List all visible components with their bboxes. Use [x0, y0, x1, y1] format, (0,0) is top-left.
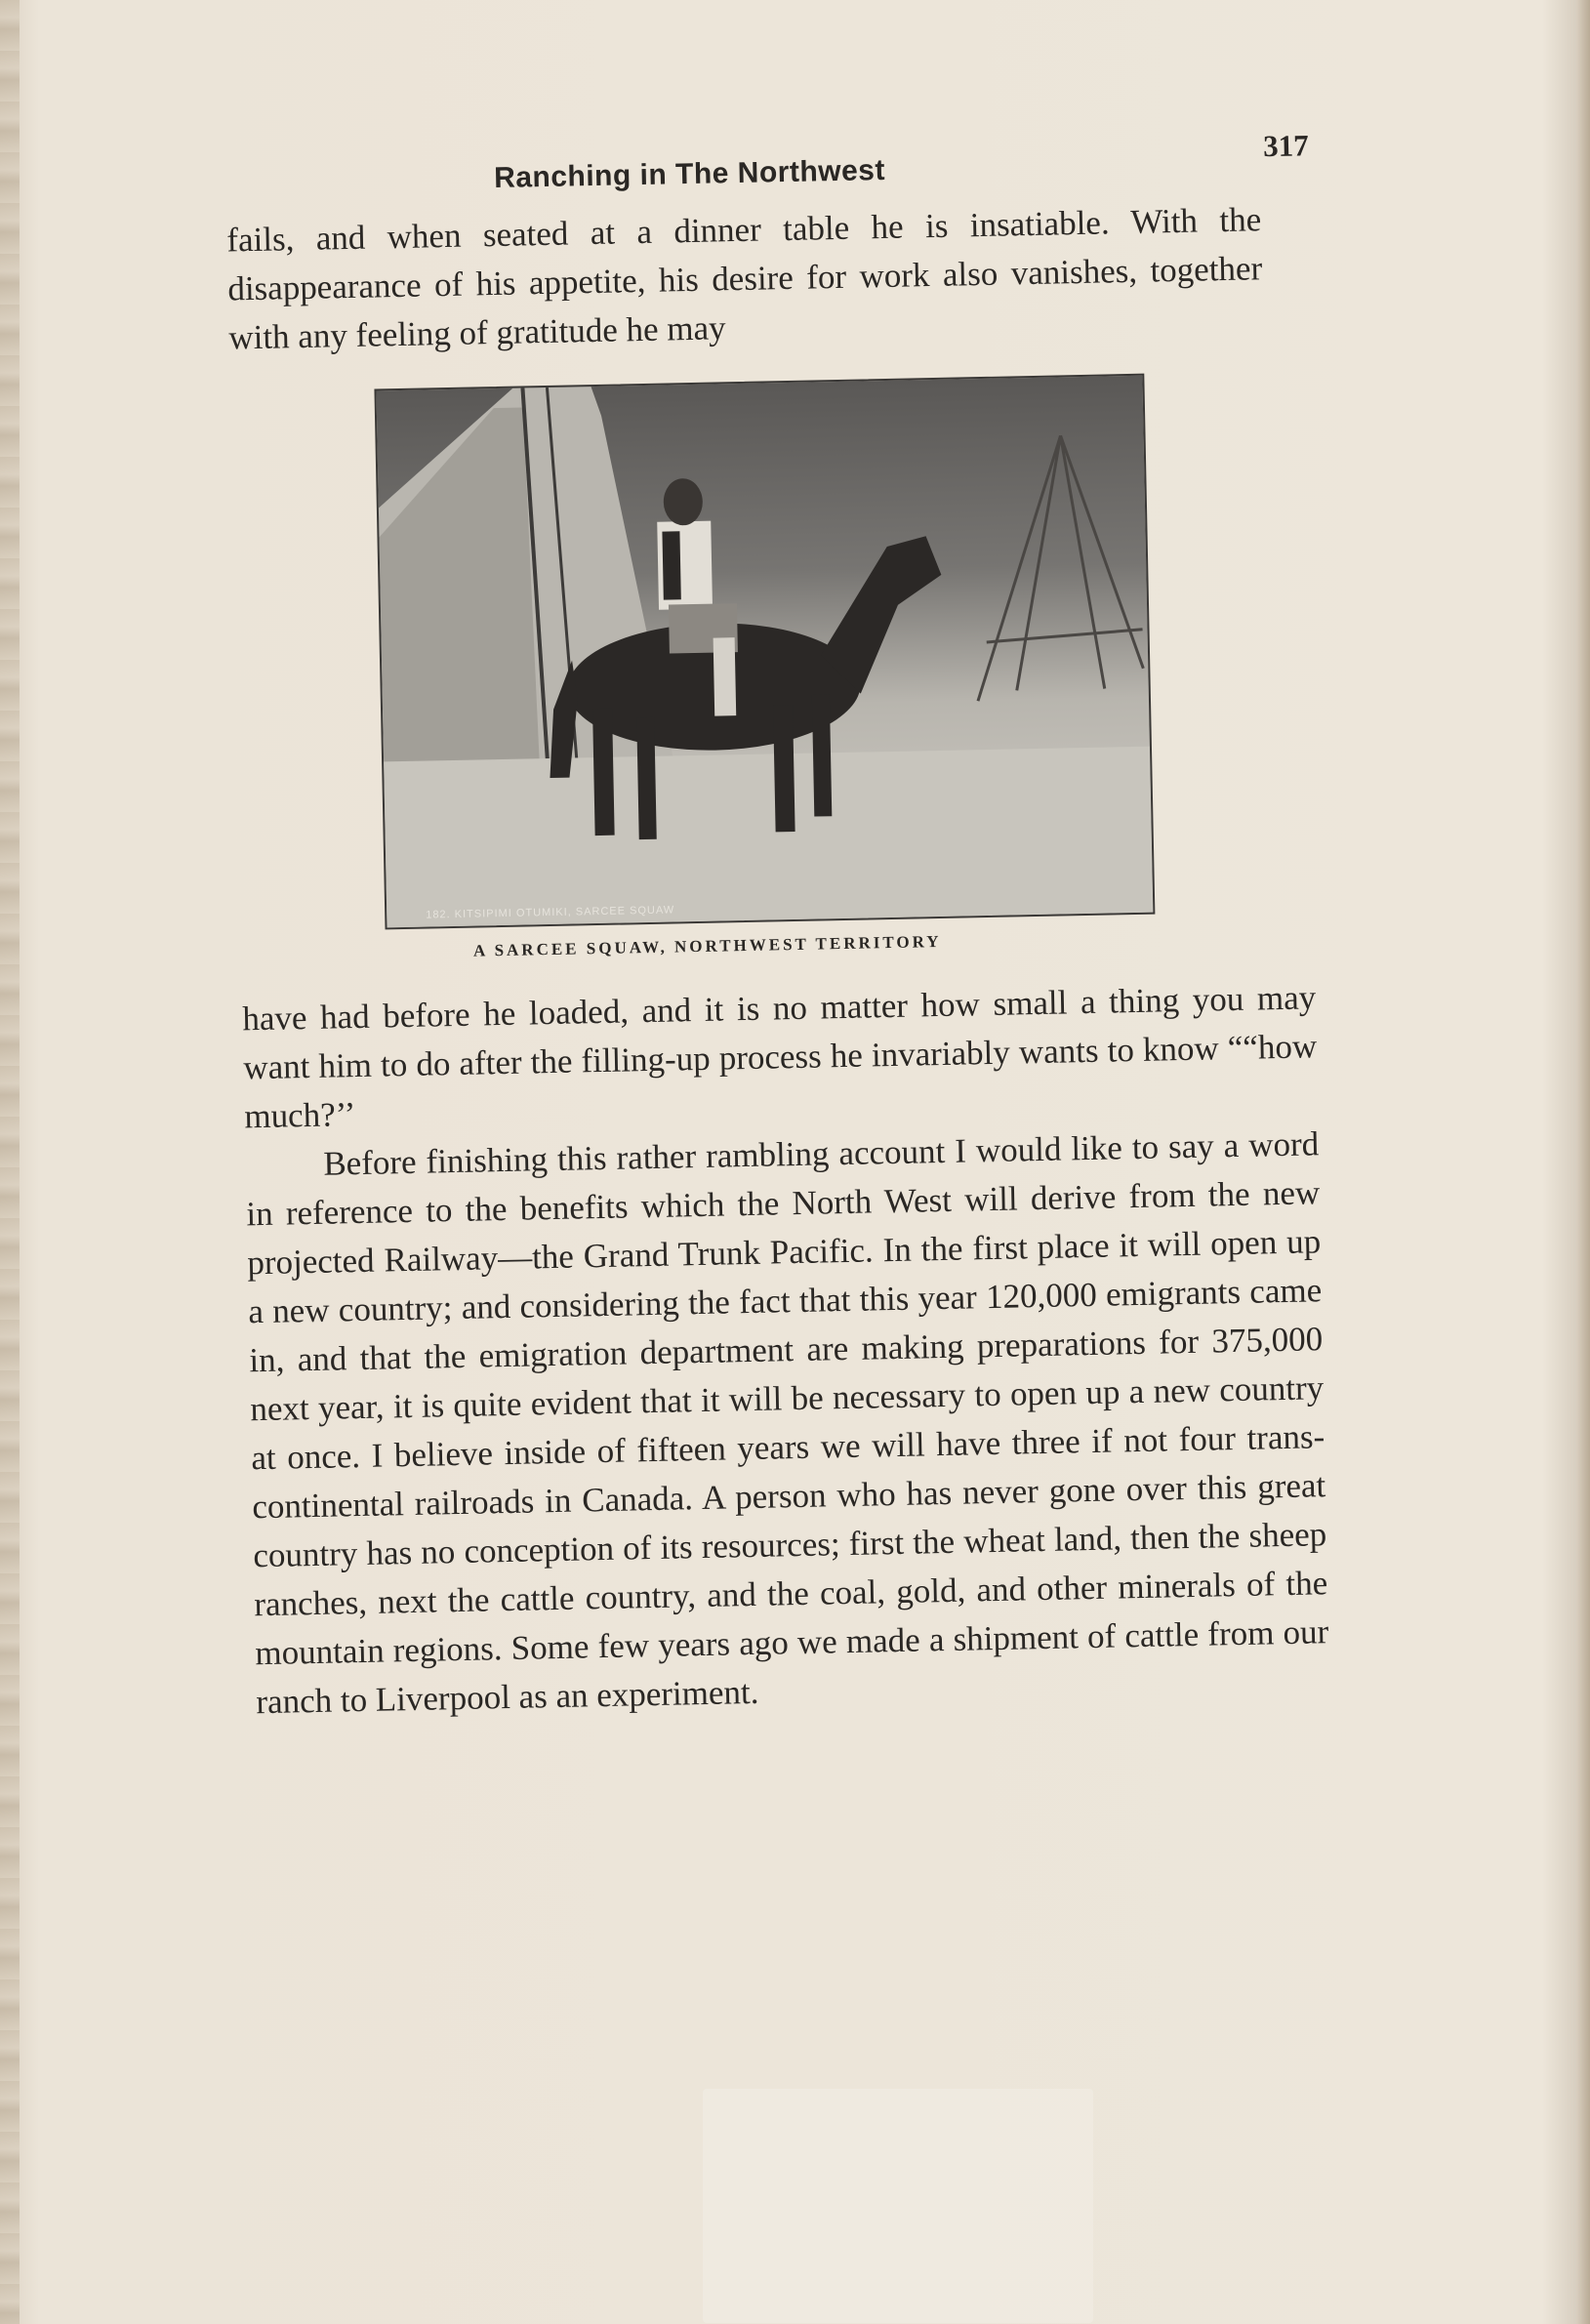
page-number: 317 [1262, 128, 1309, 164]
paragraph-main: Before finishing this rather rambling account I would like to say a word in reference to the benefits which the North West will derive from the new projected Railway—the Grand Trunk Pacific. In the first place it will open up a new country; and considering the fact that this year 120,000 emigrants came in, and that the emigration department are making preparations for 375,000 next year, it is quite evident that it will be necessary to open up a new country at once. I believe inside of fifteen years we will have three if not four trans-continental railroads in Canada. A person who has never gone over this great country has no conception of its resources; first the wheat land, then the sheep ranches, next the cattle country, and the coal, gold, and other minerals of the mountain regions. Some few years ago we made a shipment of cattle from our ranch to Liverpool as an experiment. [245, 1124, 1329, 1722]
photo-credit: 182. KITSIPIMI OTUMIKI, SARCEE SQUAW [426, 904, 675, 921]
ground [384, 747, 1153, 928]
paragraph-continued: have had before he loaded, and it is no matter how small a thing you may want him to do after the filling-up process he invariably wants to know ““how much?’’ [241, 978, 1318, 1136]
page-content [224, 106, 1360, 1727]
running-title: Ranching in The Northwest [493, 153, 886, 195]
binding-edge [0, 0, 20, 2324]
photo-illustration [376, 376, 1153, 928]
figure [374, 374, 1152, 965]
body-lower [242, 973, 1330, 1727]
tipi-frame [973, 434, 1144, 701]
photo-sarcee-squaw-on-horse [374, 374, 1155, 930]
paragraph-top: fails, and when seated at a dinner table he is insatiable. With the disappearance of his appetite, his desire for work also vanishes, together with any feeling of gratitude he may [225, 200, 1263, 357]
figure-caption: A SARCEE SQUAW, NORTHWEST TERRITORY [472, 931, 942, 960]
paper-blemish [703, 2089, 1093, 2323]
page-right-edge [1576, 0, 1590, 2324]
running-head [224, 106, 1328, 207]
